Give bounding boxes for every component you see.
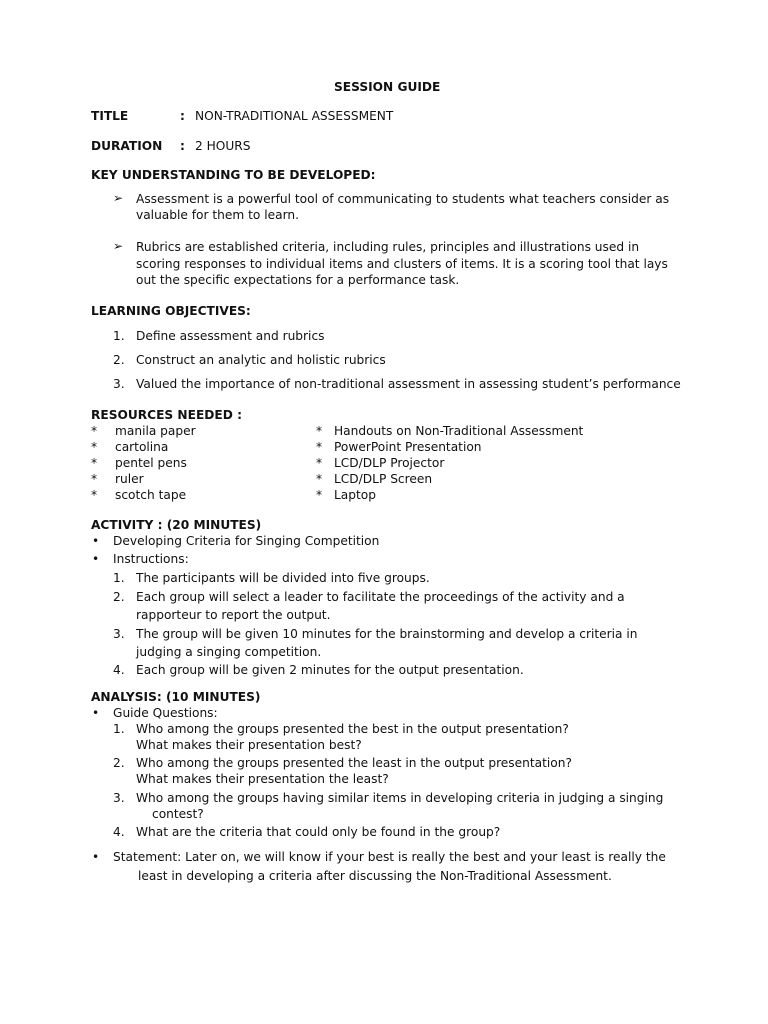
resource-star: *: [91, 488, 98, 502]
title-value: NON-TRADITIONAL ASSESSMENT: [195, 109, 394, 123]
understanding-1-line-2: valuable for them to learn.: [136, 208, 299, 222]
step-text: Each group will be given 2 minutes for the output presentation.: [136, 663, 524, 677]
title-colon: :: [180, 109, 185, 123]
statement-line-2: least in developing a criteria after discussing the Non-Traditional Assessment.: [138, 869, 612, 883]
objective-number: 1.: [113, 329, 125, 343]
step-number: 3.: [113, 627, 125, 641]
step-number: 2.: [113, 590, 125, 604]
page-title: SESSION GUIDE: [334, 80, 441, 94]
resource-star: *: [91, 456, 98, 470]
bullet-dot-icon: •: [92, 534, 100, 548]
understanding-2-line-2: scoring responses to individual items and clusters of items. It is a scoring tool that lays: [136, 257, 668, 271]
step-text: The participants will be divided into five groups.: [136, 571, 430, 585]
resource-star: *: [91, 440, 98, 454]
guide-questions-label: Guide Questions:: [113, 706, 218, 720]
resource-item: Laptop: [334, 488, 376, 502]
activity-item: Developing Criteria for Singing Competition: [113, 534, 380, 548]
resource-item: scotch tape: [115, 488, 187, 502]
resource-item: pentel pens: [115, 456, 187, 470]
step-text: The group will be given 10 minutes for the brainstorming and develop a criteria in: [136, 627, 638, 641]
objective-number: 2.: [113, 353, 125, 367]
understanding-2-line-3: out the specific expectations for a performance task.: [136, 273, 460, 287]
step-number: 1.: [113, 571, 125, 585]
resource-item: LCD/DLP Projector: [334, 456, 445, 470]
resources-heading: RESOURCES NEEDED :: [91, 408, 242, 422]
resource-star: *: [316, 472, 323, 486]
duration-label: DURATION: [91, 139, 163, 153]
step-number: 4.: [113, 663, 125, 677]
question-text: What makes their presentation best?: [136, 738, 362, 752]
resource-star: *: [316, 440, 323, 454]
resource-star: *: [316, 488, 323, 502]
resource-item: cartolina: [115, 440, 169, 454]
understanding-1-line-1: Assessment is a powerful tool of communicating to students what teachers consider as: [136, 192, 670, 206]
arrow-bullet-icon: ➢: [113, 239, 124, 253]
question-number: 3.: [113, 791, 125, 805]
resource-item: Handouts on Non-Traditional Assessment: [334, 424, 584, 438]
bullet-dot-icon: •: [92, 850, 100, 864]
question-number: 4.: [113, 825, 125, 839]
title-label: TITLE: [91, 109, 129, 123]
objective-number: 3.: [113, 377, 125, 391]
question-text: Who among the groups having similar items in developing criteria in judging a singing: [136, 791, 664, 805]
objective-text: Valued the importance of non-traditional assessment in assessing student’s performance: [136, 377, 681, 391]
resource-star: *: [91, 424, 98, 438]
question-text: What makes their presentation the least?: [136, 772, 389, 786]
key-understanding-heading: KEY UNDERSTANDING TO BE DEVELOPED:: [91, 168, 376, 182]
question-number: 1.: [113, 722, 125, 736]
activity-item: Instructions:: [113, 552, 189, 566]
objective-text: Define assessment and rubrics: [136, 329, 325, 343]
step-text: Each group will select a leader to facilitate the proceedings of the activity and a: [136, 590, 625, 604]
resource-star: *: [91, 472, 98, 486]
duration-value: 2 HOURS: [195, 139, 251, 153]
question-text: Who among the groups presented the best in the output presentation?: [136, 722, 569, 736]
resource-star: *: [316, 424, 323, 438]
bullet-dot-icon: •: [92, 706, 100, 720]
analysis-heading: ANALYSIS: (10 MINUTES): [91, 690, 261, 704]
resource-item: ruler: [115, 472, 144, 486]
activity-heading: ACTIVITY : (20 MINUTES): [91, 518, 262, 532]
resource-star: *: [316, 456, 323, 470]
objective-text: Construct an analytic and holistic rubrics: [136, 353, 386, 367]
resource-item: PowerPoint Presentation: [334, 440, 482, 454]
question-number: 2.: [113, 756, 125, 770]
statement-line-1: Statement: Later on, we will know if your best is really the best and your least is really the: [113, 850, 666, 864]
arrow-bullet-icon: ➢: [113, 191, 124, 205]
bullet-dot-icon: •: [92, 552, 100, 566]
step-text: judging a singing competition.: [136, 645, 322, 659]
understanding-2-line-1: Rubrics are established criteria, including rules, principles and illustrations used in: [136, 240, 640, 254]
resource-item: manila paper: [115, 424, 196, 438]
question-text: Who among the groups presented the least in the output presentation?: [136, 756, 572, 770]
step-text: rapporteur to report the output.: [136, 608, 331, 622]
question-text: contest?: [152, 807, 204, 821]
duration-colon: :: [180, 139, 185, 153]
question-text: What are the criteria that could only be found in the group?: [136, 825, 501, 839]
objectives-heading: LEARNING OBJECTIVES:: [91, 304, 251, 318]
resource-item: LCD/DLP Screen: [334, 472, 433, 486]
